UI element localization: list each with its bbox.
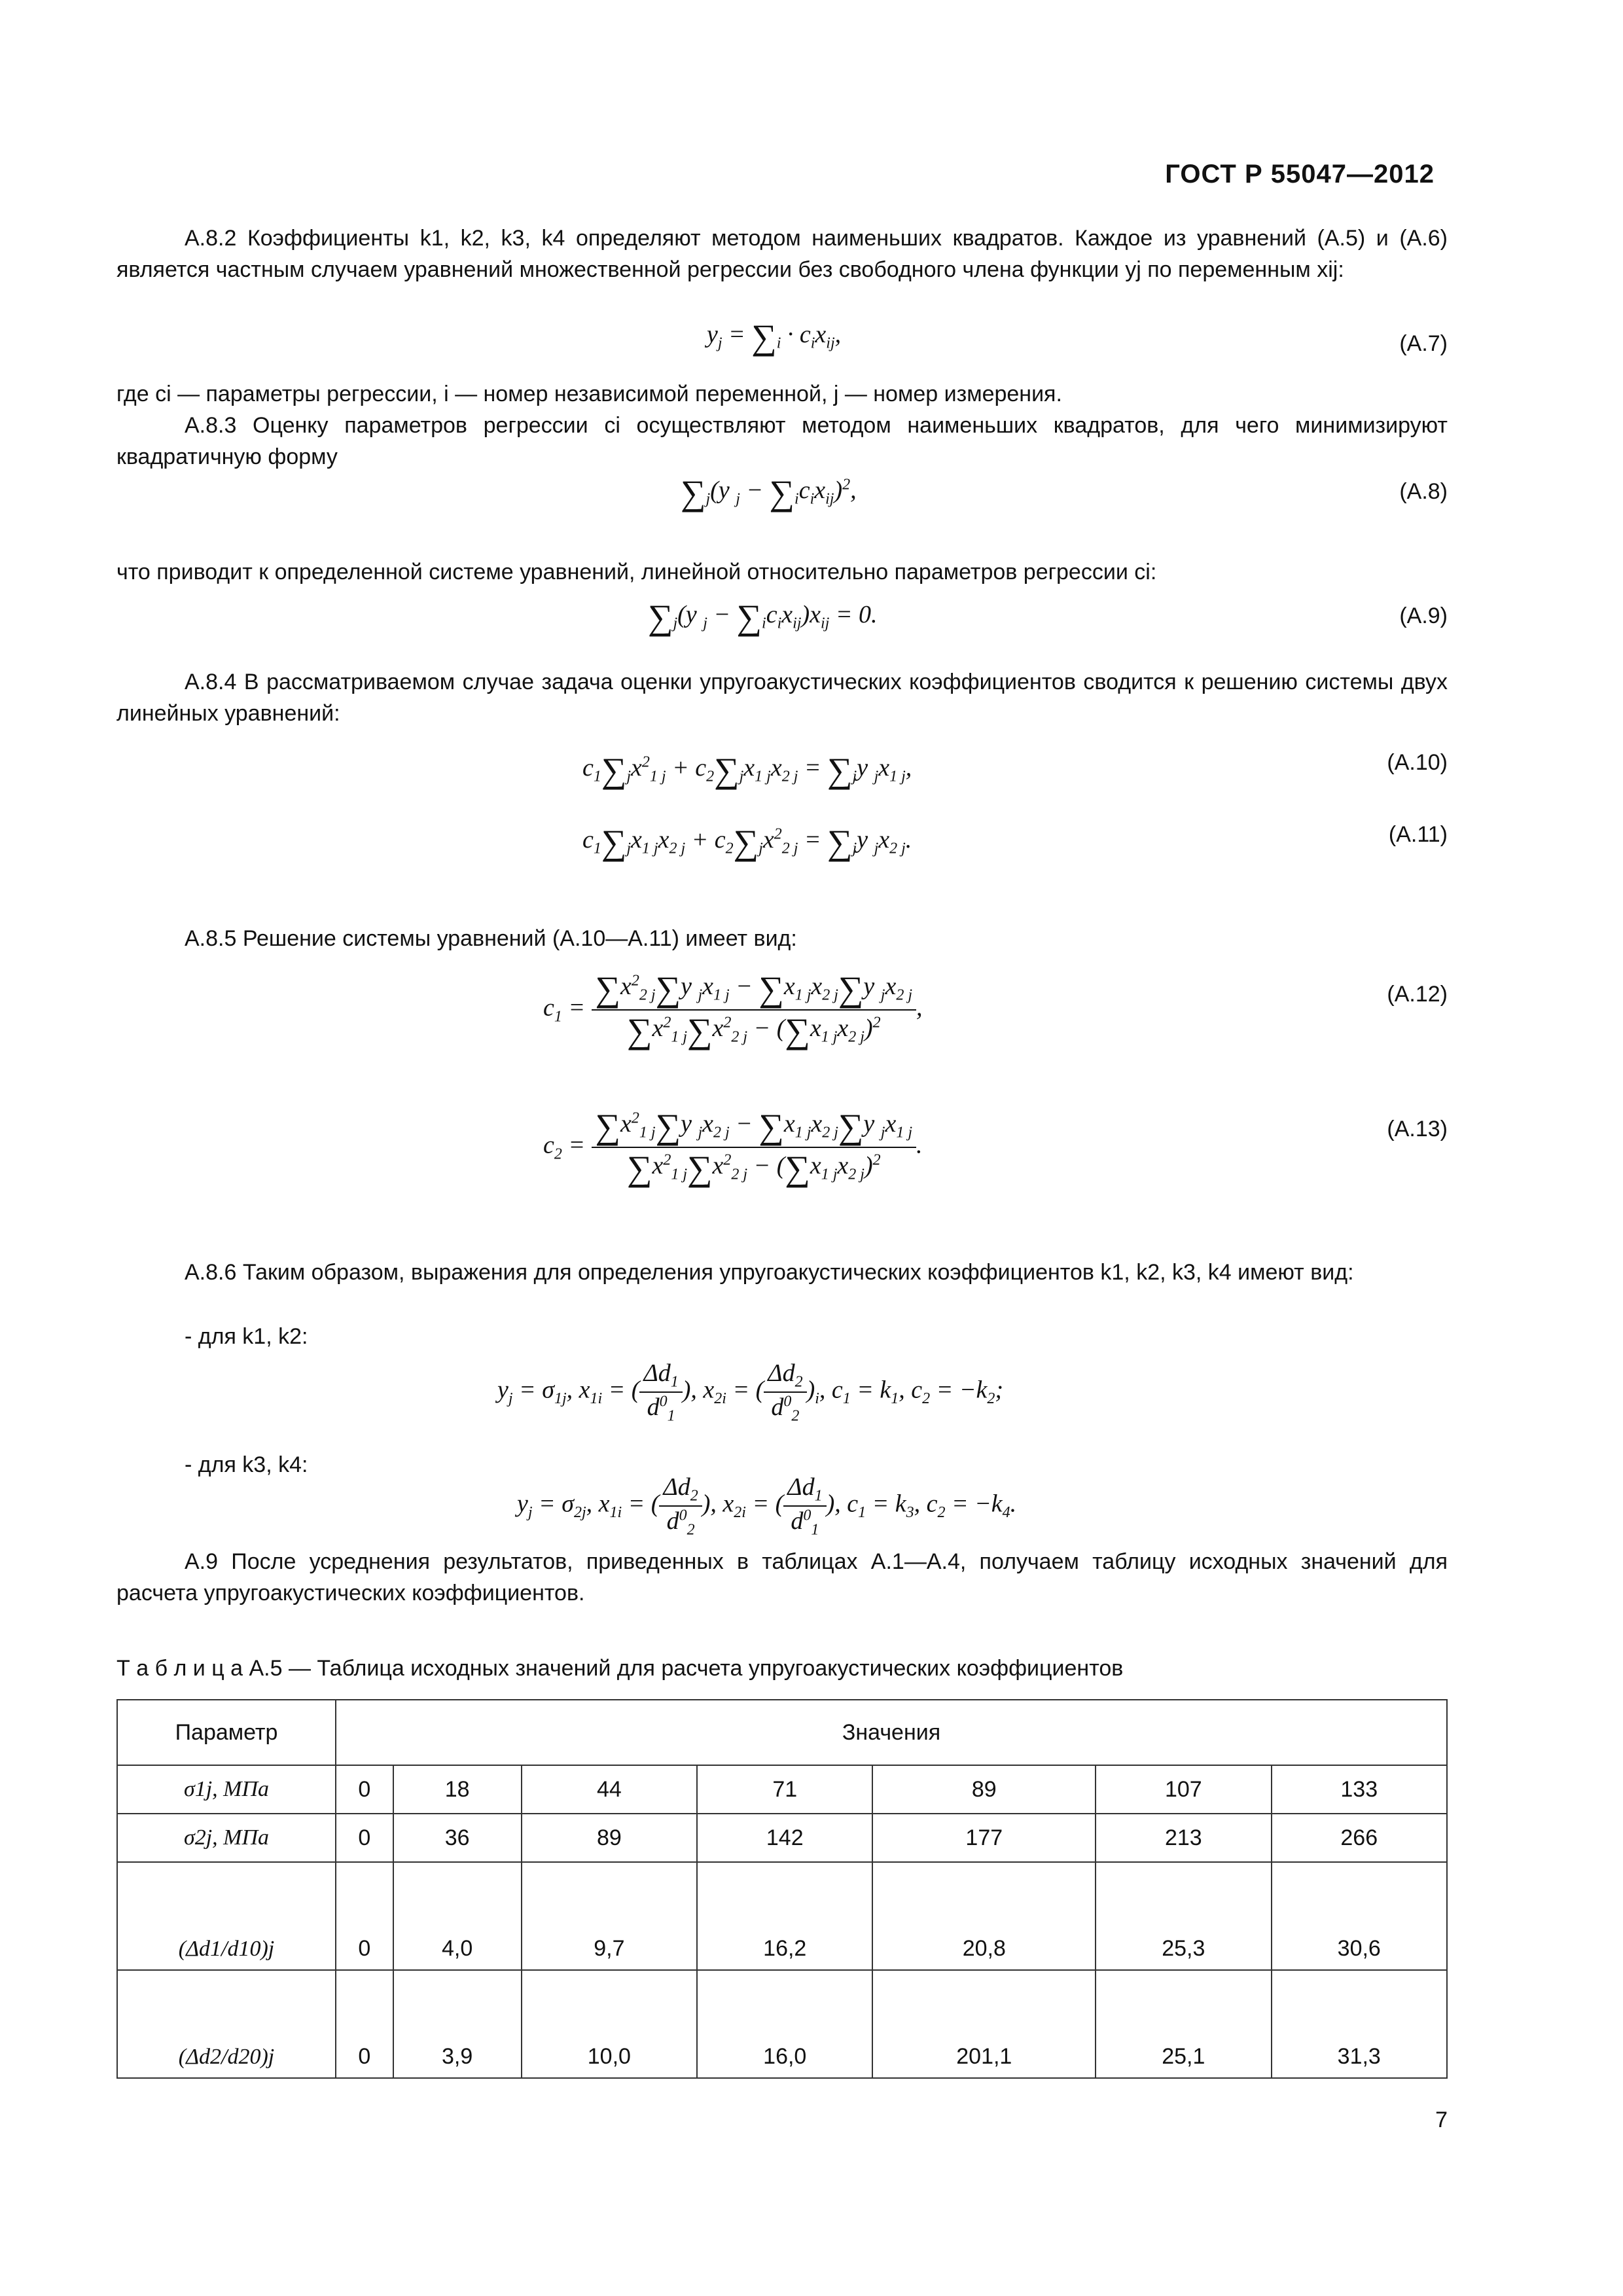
table-cell: 3,9 xyxy=(393,1970,522,2078)
eq-number-a10: (А.10) xyxy=(1387,750,1448,775)
eq-number-a8: (А.8) xyxy=(1399,479,1448,504)
values-table xyxy=(116,1699,1448,2079)
table-row-param: (Δd1/d10)j xyxy=(117,1862,336,1970)
table-cell: 0 xyxy=(336,1862,393,1970)
formula-a11: $c_1\sum_jx_{1 j}x_{2 j} + c_2\sum_jx^2_{2 j} = \sum_jy$ $_jx_{2 j}$. xyxy=(582,823,912,862)
eq-number-a12: (А.12) xyxy=(1387,982,1448,1007)
paragraph-a85: А.8.5 Решение системы уравнений (А.10—А.11) имеет вид: xyxy=(185,926,797,951)
formula-a7: $y_j = \sum_i \cdot c_ix_{ij}$, xyxy=(707,317,842,357)
table-cell: 10,0 xyxy=(522,1970,697,2078)
eq-number-a13: (А.13) xyxy=(1387,1117,1448,1141)
paragraph-a82: А.8.2 Коэффициенты k1, k2, k3, k4 определяют методом наименьших квадратов. Каждое из уравнений (А.5) и (А.6) является частным случаем уравнений множественной регрессии без свободного члена функции yj по переменным xij: xyxy=(116,226,1448,282)
table-cell: 16,2 xyxy=(697,1862,872,1970)
table-row-param: σ2j, МПа xyxy=(117,1814,336,1862)
formula-a13-fraction: $\frac{\sum x^2_{1 j}\sum y _jx_{2 j} - \sum x_{1 j}x_{2 j}\sum y _jx_{1 j}}{\sum x^2_{1 j}\sum x^2_{2 j} - (\sum x_{1 j}x_{2 j})^2}$ xyxy=(592,1106,916,1189)
table-cell: 4,0 xyxy=(393,1862,522,1970)
table-cell: 30,6 xyxy=(1272,1862,1447,1970)
formula-a10: $c_1\sum_jx^2_{1 j} + c_2\sum_jx_{1 j}x_{2 j} = \sum_jy$ $_jx_{1 j}$, xyxy=(582,751,912,790)
table-cell: 133 xyxy=(1272,1765,1447,1814)
table-cell: 20,8 xyxy=(872,1862,1096,1970)
paragraph-k34: - для k3, k4: xyxy=(185,1452,308,1477)
table-cell: 9,7 xyxy=(522,1862,697,1970)
formula-a13: $c_2$ = $\frac{\sum x^2_{1 j}\sum y _jx_{2 j} - \sum x_{1 j}x_{2 j}\sum y _jx_{1 j}}{\sum x^2_{1 j}\sum x^2_{2 j} - (\sum x_{1 j}x_{2 j})^2}$ . xyxy=(543,1107,923,1188)
table-row xyxy=(117,1814,1447,1862)
paragraph-k12: - для k1, k2: xyxy=(185,1324,308,1349)
table-cell: 266 xyxy=(1272,1814,1447,1862)
table-cell: 107 xyxy=(1096,1765,1271,1814)
paragraph-a84: А.8.4 В рассматриваемом случае задача оценки упругоакустических коэффициентов сводится к решению системы двух линейных уравнений: xyxy=(116,670,1448,726)
table-cell: 201,1 xyxy=(872,1970,1096,2078)
table-cell: 71 xyxy=(697,1765,872,1814)
eq-number-a7: (А.7) xyxy=(1399,331,1448,356)
table-row xyxy=(117,1765,1447,1814)
eq-number-a9: (А.9) xyxy=(1399,603,1448,628)
table-cell: 36 xyxy=(393,1814,522,1862)
table-cell: 89 xyxy=(872,1765,1096,1814)
eq-number-a11: (А.11) xyxy=(1388,822,1448,847)
formula-a9: $\sum_j(y$ $_j - \sum_ic_ix_{ij})x_{ij} = 0$. xyxy=(648,598,878,637)
table-row xyxy=(117,1862,1447,1970)
formula-k12: $y_j = \sigma_{1j}$, $x_{1i}$ = ( $\frac{\Delta d_1}{d^0_1}$ ), $x_{2i}$ = ( $\frac{\Delta d_2}{d^0_2}$ )$_i$, $c_1 = k_1$, $c_2 = -k_2$; xyxy=(497,1359,1003,1425)
table-cell: 44 xyxy=(522,1765,697,1814)
document-id: ГОСТ Р 55047—2012 xyxy=(1165,160,1435,188)
table-head-param: Параметр xyxy=(117,1700,336,1765)
table-cell: 177 xyxy=(872,1814,1096,1862)
table-caption: Т а б л и ц а А.5 — Таблица исходных значений для расчета упругоакустических коэффициентов xyxy=(116,1656,1124,1681)
table-cell: 213 xyxy=(1096,1814,1271,1862)
table-cell: 25,1 xyxy=(1096,1970,1271,2078)
table-header-row xyxy=(117,1700,1447,1765)
paragraph-system: что приводит к определенной системе уравнений, линейной относительно параметров регрессии ci: xyxy=(116,560,1157,584)
formula-a8: $\sum_j(y$ $_j - \sum_ic_ix_{ij})^2$, xyxy=(681,473,857,512)
table-row-param: (Δd2/d20)j xyxy=(117,1970,336,2078)
table-cell: 31,3 xyxy=(1272,1970,1447,2078)
table-row xyxy=(117,1970,1447,2078)
table-cell: 25,3 xyxy=(1096,1862,1271,1970)
table-cell: 0 xyxy=(336,1970,393,2078)
table-head-values: Значения xyxy=(336,1700,1447,1765)
formula-a12: $c_1$ = $\frac{\sum x^2_{2 j}\sum y _jx_{1 j} - \sum x_{1 j}x_{2 j}\sum y _jx_{2 j}}{\sum x^2_{1 j}\sum x^2_{2 j} - (\sum x_{1 j}x_{2 j})^2}$ , xyxy=(543,969,923,1050)
table-row-param: σ1j, МПа xyxy=(117,1765,336,1814)
table-cell: 0 xyxy=(336,1814,393,1862)
paragraph-a9: А.9 После усреднения результатов, приведенных в таблицах А.1—А.4, получаем таблицу исходных значений для расчета упругоакустических коэффициентов. xyxy=(116,1549,1448,1605)
table-cell: 142 xyxy=(697,1814,872,1862)
formula-a12-fraction: $\frac{\sum x^2_{2 j}\sum y _jx_{1 j} - \sum x_{1 j}x_{2 j}\sum y _jx_{2 j}}{\sum x^2_{1 j}\sum x^2_{2 j} - (\sum x_{1 j}x_{2 j})^2}$ xyxy=(592,969,916,1051)
table-cell: 0 xyxy=(336,1765,393,1814)
paragraph-a83: А.8.3 Оценку параметров регрессии ci осуществляют методом наименьших квадратов, для чего минимизируют квадратичную форму xyxy=(116,413,1448,469)
table-cell: 16,0 xyxy=(697,1970,872,2078)
paragraph-where: где ci — параметры регрессии, i — номер независимой переменной, j — номер измерения. xyxy=(116,382,1062,406)
page-number: 7 xyxy=(1435,2108,1448,2132)
formula-k34: $y_j = \sigma_{2j}$, $x_{1i}$ = ( $\frac{\Delta d_2}{d^0_2}$ ), $x_{2i}$ = ( $\frac{\Delta d_1}{d^0_1}$ ), $c_1 = k_3$, $c_2 = -k_4$. xyxy=(517,1473,1017,1539)
paragraph-a86: А.8.6 Таким образом, выражения для определения упругоакустических коэффициентов k1, k2, k3, k4 имеют вид: xyxy=(185,1260,1354,1285)
table-cell: 89 xyxy=(522,1814,697,1862)
table-cell: 18 xyxy=(393,1765,522,1814)
